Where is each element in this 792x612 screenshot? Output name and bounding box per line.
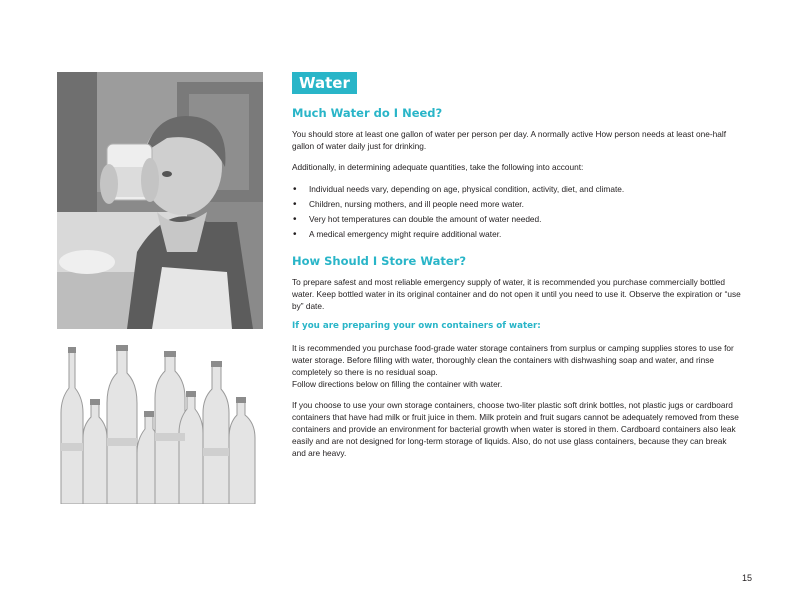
water-bottles-photo [57, 343, 263, 504]
main-content [292, 72, 742, 468]
paragraph-adequate-quantities: Additionally, in determining adequate quantities, take the following into account: [292, 162, 584, 172]
list-item: • Individual needs vary, depending on age, physical condition, activity, diet, and climate. [292, 182, 742, 197]
paragraph-food-grade-containers: It is recommended you purchase food-grade water storage containers from surplus or camping supplies stores to use for water storage. Before filling with water, thoroughly clean the containers with dishwashing soap and water, and rinse completely so there is no residual soap. [292, 343, 734, 377]
list-item: • A medical emergency might require additional water. [292, 227, 742, 242]
heading-how-much-water: Much Water do I Need? [292, 106, 443, 120]
paragraph-bottled-water: To prepare safest and most reliable emergency supply of water, it is recommended you purchase commercially bottled water. Keep bottled water in its original container and do not open it until you need to use it. Observe the expiration or “use by” date. [292, 277, 741, 311]
list-item: • Very hot temperatures can double the amount of water needed. [292, 212, 742, 227]
heading-how-to-store: How Should I Store Water? [292, 254, 466, 268]
considerations-list [292, 182, 742, 242]
paragraph-own-storage-containers: If you choose to use your own storage containers, choose two-liter plastic soft drink bottles, not plastic jugs or cardboard containers that have had milk or fruit juice in them. Milk protein and fruit sugars cannot be adequately removed from these containers and provide an environment for bacterial growth when water is stored in them. Cardboard containers also leak easily and are not designed for long-term storage of liquids. Also, do not use glass containers, because they can break and are heavy. [292, 400, 739, 458]
paragraph-follow-directions: Follow directions below on filling the container with water. [292, 379, 503, 389]
heading-own-containers: If you are preparing your own containers of water: [292, 321, 541, 331]
boy-drinking-water-photo [57, 72, 263, 329]
list-item: • Children, nursing mothers, and ill people need more water. [292, 197, 742, 212]
page-number: 15 [741, 573, 752, 583]
paragraph-daily-need: You should store at least one gallon of water per person per day. A normally active How person needs at least one-half gallon of water daily just for drinking. [292, 129, 727, 151]
section-title: Water [292, 72, 357, 94]
